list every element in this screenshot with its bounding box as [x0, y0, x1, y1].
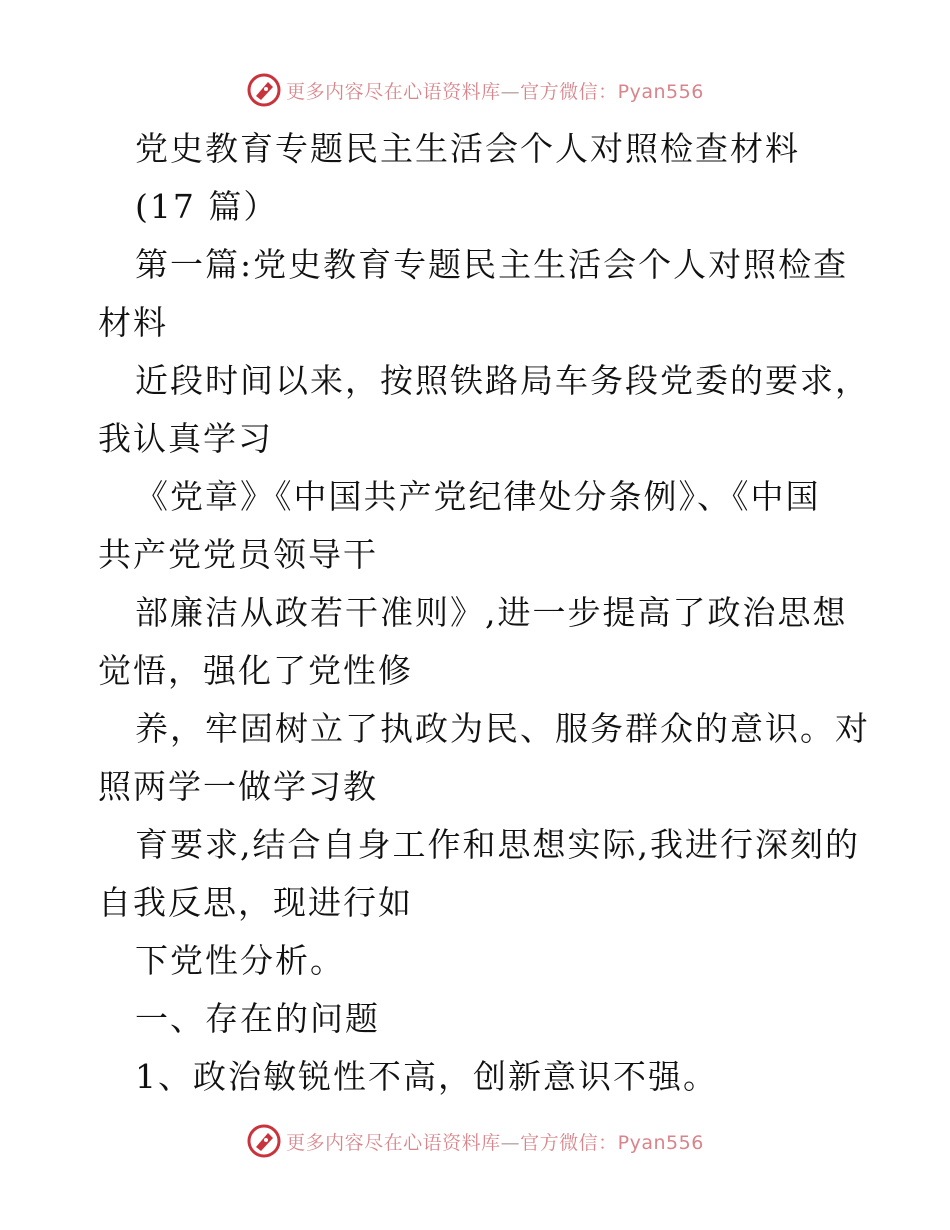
doc-heading-line-2: 材料	[98, 303, 168, 342]
paragraph-line: 育要求,结合自身工作和思想实际,我进行深刻的	[135, 825, 860, 864]
section-heading: 一、存在的问题	[135, 999, 380, 1038]
paragraph-line: 自我反思，现进行如	[98, 883, 413, 922]
paragraph-line: 我认真学习	[98, 419, 273, 458]
list-item: 1、政治敏锐性不高，创新意识不强。	[135, 1057, 718, 1096]
pen-nib-circle-icon	[246, 72, 282, 108]
header-watermark	[0, 70, 950, 110]
paragraph-line: 养，牢固树立了执政为民、服务群众的意识。对	[135, 709, 870, 748]
doc-heading-line-1: 第一篇:党史教育专题民主生活会个人对照检查	[135, 245, 849, 284]
paragraph-line: 共产党党员领导干	[98, 535, 378, 574]
watermark-text: 更多内容尽在心语资料库—官方微信：Pyan556	[286, 1131, 704, 1154]
paragraph-line: 觉悟，强化了党性修	[98, 651, 413, 690]
paragraph-line: 部廉洁从政若干准则》,进一步提高了政治思想	[135, 593, 848, 632]
footer-watermark	[0, 1121, 950, 1161]
paragraph-line: 《党章》《中国共产党纪律处分条例》、《中国	[135, 477, 821, 516]
paragraph-line: 下党性分析。	[135, 941, 345, 980]
doc-title-line-1: 党史教育专题民主生活会个人对照检查材料	[135, 129, 800, 168]
pen-nib-circle-icon	[246, 1123, 282, 1159]
watermark-text: 更多内容尽在心语资料库—官方微信：Pyan556	[286, 80, 704, 103]
paragraph-line: 近段时间以来，按照铁路局车务段党委的要求，	[135, 361, 870, 400]
doc-title-line-2: (17 篇）	[135, 187, 279, 226]
document-body	[98, 120, 870, 1106]
paragraph-line: 照两学一做学习教	[98, 767, 378, 806]
